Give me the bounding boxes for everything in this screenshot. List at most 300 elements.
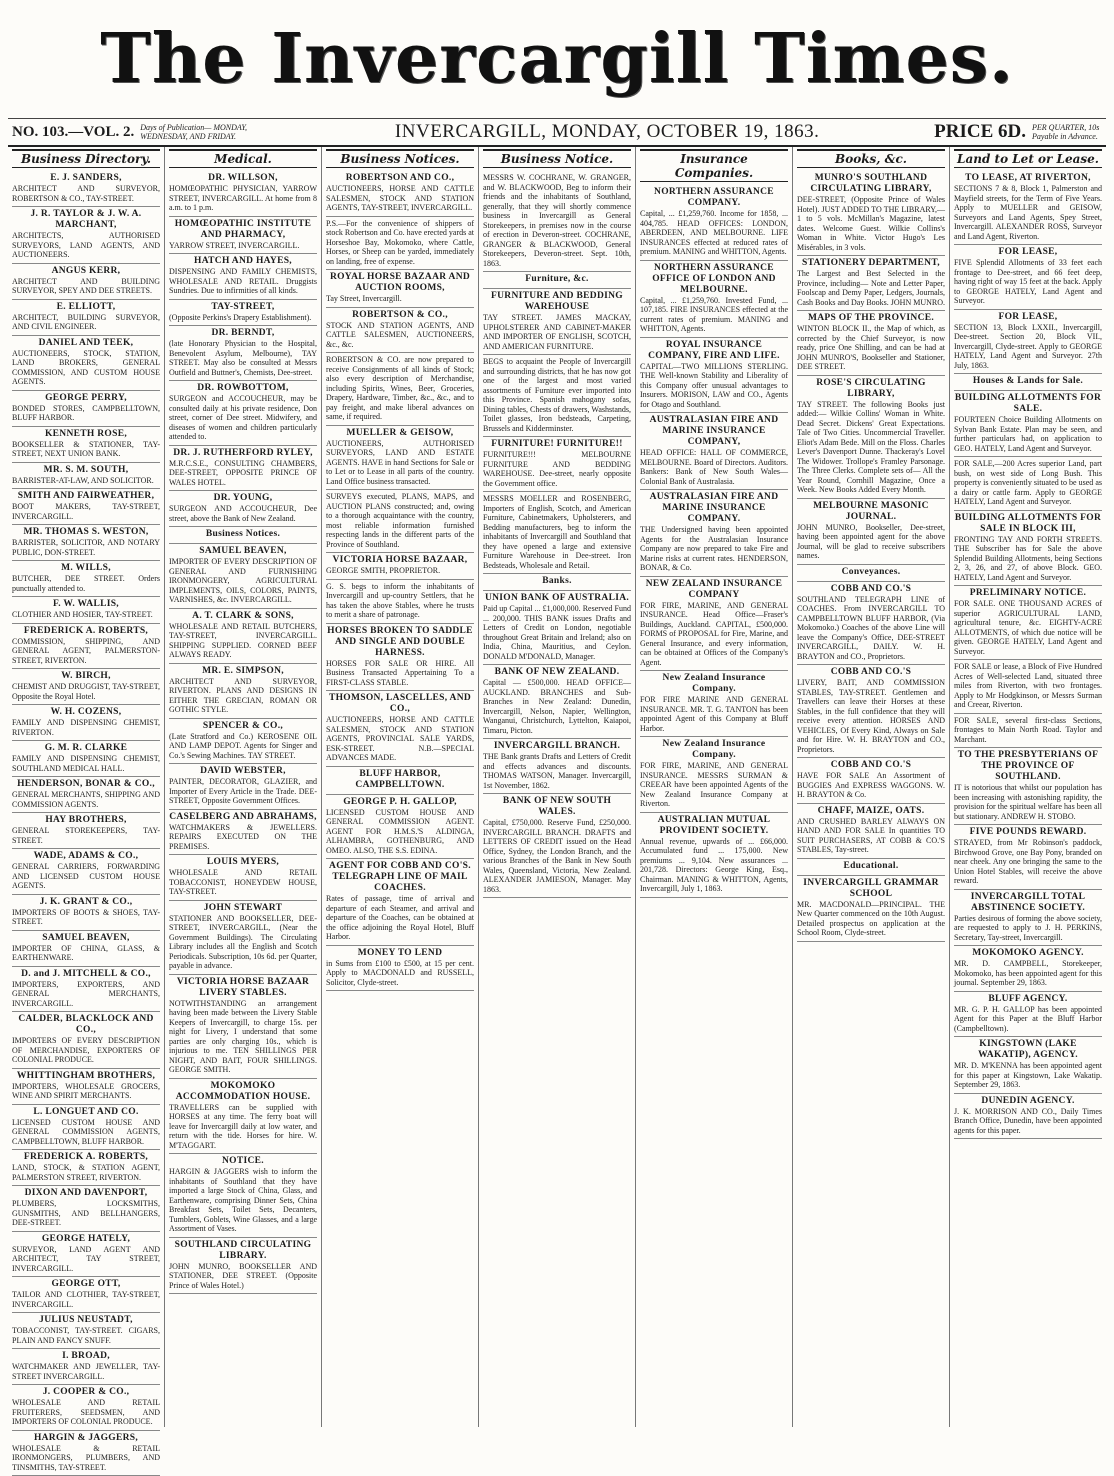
ad-heading: M. WILLS, [12,563,160,574]
ad-heading: ROSE'S CIRCULATING LIBRARY, [797,378,945,400]
advertisement [326,308,474,354]
ad-heading: MONEY TO LEND [326,948,474,959]
ad-heading: CHAFF, MAIZE, OATS. [797,806,945,817]
ad-heading: New Zealand Insurance Company. [640,739,788,761]
ad-body: AUCTIONEERS, HORSE AND CATTLE SALESMEN, STOCK AND STATION AGENTS, TAY-STREET, INVERCARGILL. [326,184,474,213]
price: PRICE 6D. [934,121,1026,143]
ad-body: FOR FIRE, MARINE, AND GENERAL INSURANCE. Head Office—Fraser's Buildings, Auckland. CAPITAL, £500,000. FORMS of PROPOSAL for Fire, Marine, and General Insurance, and every information, can be obtained at Offices of the Company's Agent. [640,601,788,668]
ad-body: FOR FIRE, MARINE, AND GENERAL INSURANCE. MESSRS SURMAN & CREEAR have been appointed Agents of the New Zealand Insurance Company at Riverton. [640,761,788,809]
ad-body: NOTWITHSTANDING an arrangement having been made between the Livery Stable Keepers of Invercargill, to charge 15s. per night for Livery, I understand that some parties are only charging 10s., which is injurious to me. TEN SHILLINGS PER NIGHT, AND BAIT, FOUR SHILLINGS. GEORGE SMITH. [169,999,317,1075]
advertisement [12,741,160,777]
ad-heading: J. K. GRANT & CO., [12,897,160,908]
advertisement [169,719,317,765]
advertisement [12,427,160,463]
ad-heading: HAY BROTHERS, [12,815,160,826]
ad-heading: WADE, ADAMS & CO., [12,851,160,862]
ad-heading: BANK OF NEW SOUTH WALES. [483,796,631,818]
advertisement [12,1277,160,1313]
ad-body: ROBERTSON & CO. are now prepared to receive Consignments of all kinds of Stock; also every description of Merchandise, including Spirits, Wines, Beer, Groceries, Drapery, Hardware, Timber, &c., &c., and to pay freight, and make liberal advances on same, if required. [326,355,474,422]
advertisement [169,855,317,901]
advertisement [640,577,788,672]
advertisement [954,171,1102,245]
ad-heading: AGENT FOR COBB AND CO'S. TELEGRAPH LINE OF MAIL COACHES. [326,861,474,894]
ad-body: LIVERY, BAIT, AND COMMISSION STABLES, TAY-STREET. Gentlemen and Travellers can leave their Horses at these Stables, in the full confidence that they will receive every attention. HORSES AND VEHICLES, Of Every Kind, Always on Sale and for Hire. W. H. BRAYTON and CO., Proprietors. [797,678,945,754]
ad-body: ARCHITECT, BUILDING SURVEYOR, AND CIVIL ENGINEER. [12,313,160,332]
ad-body: TAY STREET. JAMES MACKAY, UPHOLSTERER AND CABINET-MAKER AND IMPORTER OF ENGLISH, SCOTCH, AND AMERICAN FURNITURE. [483,313,631,351]
advertisement [797,499,945,565]
advertisement [797,256,945,311]
advertisement [326,691,474,767]
ad-heading: SAMUEL BEAVEN, [169,546,317,557]
ad-heading: DR. WILLSON, [169,173,317,184]
ad-heading: MR. THOMAS S. WESTON, [12,527,160,538]
ad-body: SECTION 13, Block LXXII., Invercargill, Dee-street. Section 20, Block VII., Invercargill, Clyde-street. Apply to GEORGE HATELY, Land Agent and Surveyor. 27th July, 1863. [954,323,1102,371]
ad-body: J. K. MORRISON AND CO., Daily Times Branch Office, Dunedin, have been appointed agents for this paper. [954,1107,1102,1136]
advertisement [954,714,1102,749]
ad-heading: FIVE POUNDS REWARD. [954,827,1102,838]
section-heading: Business Notices. [326,149,474,168]
ad-body: FIVE Splendid Allotments of 33 feet each frontage to Dee-street, and 66 feet deep, having right of way 15 feet at the back. Apply to GEORGE HATELY, Land Agent and Surveyor. [954,258,1102,306]
ad-heading: JULIUS NEUSTADT, [12,1315,160,1326]
advertisement [640,490,788,577]
advertisement [169,544,317,609]
section-heading: Medical. [169,149,317,168]
ad-heading: CASELBERG AND ABRAHAMS, [169,812,317,823]
ad-heading: DR. YOUNG, [169,493,317,504]
ad-heading: FREDERICK A. ROBERTS, [12,1152,160,1163]
ad-heading: FURNITURE AND BEDDING WAREHOUSE [483,291,631,313]
ad-body: GEORGE SMITH, PROPRIETOR. [326,566,474,576]
ad-body: M.R.C.S.E., CONSULTING CHAMBERS, DEE-STREET, OPPOSITE PRINCE OF WALES HOTEL. [169,459,317,488]
ad-body: Tay Street, Invercargill. [326,294,474,304]
ad-heading: JOHN STEWART [169,903,317,914]
advertisement [640,813,788,898]
ad-body: IMPORTERS OF EVERY DESCRIPTION OF MERCHANDISE, EXPORTERS OF COLONIAL PRODUCE. [12,1036,160,1065]
advertisement [954,660,1102,714]
ad-heading: MOKOMOKO AGENCY. [954,948,1102,959]
ad-body: (Opposite Perkins's Drapery Establishment). [169,313,317,323]
ad-heading: NEW ZEALAND INSURANCE COMPANY [640,579,788,601]
ad-heading: NORTHERN ASSURANCE OFFICE OF LONDON AND MELBOURNE. [640,263,788,296]
ad-body: P.S.—For the convenience of shippers of stock Robertson and Co. have erected yards at Horseshoe Bay, Mokomoko, where Cattle, Horses, or Sheep can be yarded, immediately on landing, free of expense. [326,219,474,267]
advertisement [12,1431,160,1476]
column-7 [950,147,1106,1427]
masthead [8,0,1106,119]
ad-heading: TO LEASE, AT RIVERTON, [954,173,1102,184]
ad-heading: TO THE PRESBYTERIANS OF THE PROVINCE OF SOUTHLAND. [954,750,1102,783]
advertisement [954,457,1102,511]
ad-heading: D. and J. MITCHELL & CO., [12,969,160,980]
ad-body: SOUTHLAND TELEGRAPH LINE of COACHES. From INVERCARGILL TO CAMPBELLTOWN BLUFF HARBOR, (Via Mokomoko.) Coaches of the above Line will leave the Company's Office, DEE-STREET INVERCARGILL, DAILY. W. H. BRAYTON and CO., Proprietors. [797,595,945,662]
advertisement [954,310,1102,375]
advertisement [797,665,945,758]
ad-body: IMPORTERS, EXPORTERS, AND GENERAL MERCHANTS, INVERCARGILL. [12,980,160,1009]
ad-body: PAINTER, DECORATOR, GLAZIER, and Importer of Every Article in the Trade. DEE-STREET, Opposite Government Offices. [169,777,317,806]
ad-heading: AUSTRALIAN MUTUAL PROVIDENT SOCIETY. [640,815,788,837]
ad-heading: SPENCER & CO., [169,721,317,732]
advertisement [169,1238,317,1295]
ad-body: LICENSED CUSTOM HOUSE AND GENERAL COMMISSION AGENT. AGENT FOR H.M.S.'S ALDINGA, ALHAMBRA, GOTHENBURG, AND OMEO. ALSO, THE S.S. EDINA. [326,808,474,856]
advertisement [326,859,474,946]
advertisement [169,609,317,664]
advertisement [797,876,945,942]
ad-body: Capital — £500,000. HEAD OFFICE—AUCKLAND. BRANCHES and Sub-Branches in New Zealand: Dunedin, Invercargill, Nelson, Napier, Wellington, Wanganui, Christchurch, Lyttelton, Kaiapoi, Timaru, Picton. [483,678,631,735]
section-heading: Land to Let or Lease. [954,149,1102,168]
ad-heading: DR. BERNDT, [169,328,317,339]
ad-heading: SOUTHLAND CIRCULATING LIBRARY. [169,1240,317,1262]
ad-heading: CALDER, BLACKLOCK AND CO., [12,1014,160,1036]
subscription-terms: PER QUARTER, 10s Payable in Advance. [1032,123,1102,141]
ad-heading: ANGUS KERR, [12,266,160,277]
advertisement [12,669,160,705]
advertisement [954,374,1102,391]
ad-heading: G. M. R. CLARKE [12,743,160,754]
ad-body: WHOLESALE & RETAIL IRONMONGERS, PLUMBERS, AND TINSMITHS, TAY-STREET. [12,1444,160,1473]
ad-body: STOCK AND STATION AGENTS, AND CATTLE SALESMEN, AUCTIONEERS, &c., &c. [326,321,474,350]
section-heading: Business Directory. [12,149,160,168]
advertisement [954,511,1102,587]
advertisement [483,665,631,739]
ad-body: ARCHITECT AND SURVEYOR, RIVERTON. PLANS AND DESIGNS IN EITHER THE GRECIAN, ROMAN OR GOTHIC STYLE. [169,677,317,715]
ad-heading: DIXON AND DAVENPORT, [12,1188,160,1199]
ad-body: BOOKSELLER & STATIONER, TAY-STREET, NEXT UNION BANK. [12,440,160,459]
ad-heading: THOMSON, LASCELLES, AND CO., [326,693,474,715]
ad-heading: ROBERTSON & CO., [326,310,474,321]
ad-body: Capital, £750,000. Reserve Fund, £250,000. INVERCARGILL BRANCH. DRAFTS and LETTERS OF CREDIT issued on the Head Office, Sydney, the London Branch, and the various Branches of the Bank in New South Wales, Queensland, Victoria, New Zealand. ALEXANDER JAMIESON, Manager. May 1863. [483,818,631,894]
advertisement [483,739,631,794]
ad-heading: VICTORIA HORSE BAZAAR, [326,555,474,566]
advertisement [12,1069,160,1105]
ad-body: AUCTIONEERS, AUTHORISED SURVEYORS, LAND AND ESTATE AGENTS. HAVE in hand Sections for Sale or to Let or to Lease in all parts of the country. Land Office business transacted. [326,439,474,487]
publication-days: Days of Publication— MONDAY, WEDNESDAY, AND FRIDAY. [140,123,280,141]
advertisement [12,463,160,490]
ad-body: AND CRUSHED BARLEY ALWAYS ON HAND AND FOR SALE In quantities TO SUIT PURCHASERS, AT COBB & CO.'S STABLES, Tay-street. [797,817,945,855]
advertisement [326,946,474,992]
ad-body: DEE-STREET, (Opposite Prince of Wales Hotel). JUST ADDED TO THE LIBRARY,— 1 to 5 vols. McMillan's Magazine, latest dates. Welcome Guest. Wilkie Collins's Woman in White. Victor Hugo's Les Misérables, in 3 vols. [797,195,945,252]
ad-body: BARRISTER-AT-LAW, AND SOLICITOR. [12,476,160,486]
ad-heading: DANIEL AND TEEK, [12,338,160,349]
ad-body: BUTCHER, DEE STREET. Orders punctually attended to. [12,574,160,593]
ad-heading: FOR LEASE, [954,312,1102,323]
ad-body: (Late Stratford and Co.) KEROSENE OIL AND LAMP DEPOT. Agents for Singer and Co.'s Sewing Machines. TAY STREET. [169,732,317,761]
ad-heading: BANK OF NEW ZEALAND. [483,667,631,678]
ad-body: BARRISTER, SOLICITOR, AND NOTARY PUBLIC, DON-STREET. [12,538,160,557]
advertisement [12,1105,160,1151]
ad-heading: INVERCARGILL TOTAL ABSTINENCE SOCIETY. [954,892,1102,914]
ad-body: (late Honorary Physician to the Hospital, Benevolent Asylum, Melbourne), TAY STREET. May also be consulted at Messrs Outfield and Buttner's, Chemists, Dee-street. [169,339,317,377]
ad-body: CLOTHIER AND HOSIER, TAY-STREET. [12,610,160,620]
ad-body: MR. D. M'KENNA has been appointed agent for this paper at Kingstown, Lake Wakatip. September 29, 1863. [954,1061,1102,1090]
ad-body: STATIONER AND BOOKSELLER, DEE-STREET, INVERCARGILL, (Near the Government Buildings). The Circulating Library includes all the English and Scotch Periodicals. Subscription, 10s 6d. per Quarter, payable in advance. [169,914,317,971]
ad-body: HOMŒOPATHIC PHYSICIAN, YARROW STREET, INVERCARGILL. At home from 8 a.m. to 1 p.m. [169,184,317,213]
ad-body: WHOLESALE AND RETAIL TOBACCONIST, HONEYDEW HOUSE, TAY-STREET. [169,868,317,897]
ad-body: WATCHMAKERS & JEWELLERS. REPAIRS EXECUTED ON THE PREMISES. [169,823,317,852]
advertisement [12,1385,160,1431]
ad-body: IMPORTERS, WHOLESALE GROCERS, WINE AND SPIRIT MERCHANTS. [12,1082,160,1101]
column-6 [793,147,950,1427]
advertisement [169,664,317,719]
ad-heading: E. J. SANDERS, [12,173,160,184]
advertisement [12,967,160,1013]
ad-heading: Furniture, &c. [483,274,631,285]
section-heading: Books, &c. [797,149,945,168]
ad-heading: COBB AND CO.'S [797,584,945,595]
ad-heading: DR. J. RUTHERFORD RYLEY, [169,448,317,459]
ad-body: Rates of passage, time of arrival and departure of each Steamer, and arrival and departure of the Coaches, can be obtained at the office adjoining the Royal Hotel, Bluff Harbor. [326,894,474,942]
ad-heading: SAMUEL BEAVEN, [12,933,160,944]
ad-body: MR. G. P. H. GALLOP has been appointed Agent for this Paper at the Bluff Harbor (Campbelltown). [954,1005,1102,1034]
advertisement [640,338,788,414]
ad-body: ARCHITECT AND SURVEYOR, ROBERTSON & CO., TAY-STREET. [12,184,160,203]
advertisement [483,355,631,437]
ad-body: SURVEYS executed, PLANS, MAPS, and AUCTION PLANS constructed; and, owing to a thorough acquaintance with the country, most reliable information furnished respecting lands in the different parts of the Province of Southland. [326,492,474,549]
section-heading: Business Notice. [483,149,631,168]
advertisement [640,261,788,338]
advertisement [954,586,1102,660]
advertisement [169,527,317,544]
advertisement [12,1232,160,1278]
advertisement [954,890,1102,947]
ad-heading: COBB AND CO.'S [797,760,945,771]
advertisement [12,561,160,597]
ad-heading: L. LONGUET AND CO. [12,1107,160,1118]
advertisement [12,931,160,967]
ad-body: MESSRS MOELLER and ROSENBERG, Importers of English, Scotch, and American Furniture, Cabinetmakers, Upholsterers, and Bedding manufacturers, beg to inform the inhabitants of Invercargill and Southland that they have opened a large and extensive Furniture Warehouse in Dee-street. Iron Bedsteads, Wholesale and Retail. [483,494,631,570]
ad-heading: BLUFF HARBOR, CAMPBELLTOWN. [326,769,474,791]
ad-heading: ROYAL INSURANCE COMPANY, FIRE AND LIFE. [640,340,788,362]
ad-body: FAMILY AND DISPENSING CHEMIST, RIVERTON. [12,718,160,737]
ad-body: GENERAL STOREKEEPERS, TAY-STREET. [12,826,160,845]
ad-heading: E. ELLIOTT, [12,302,160,313]
ad-body: THE Bank grants Drafts and Letters of Credit and effects advances and discounts. THOMAS WATSON, Manager. Invercargill, 1st November, 1862. [483,752,631,790]
ad-body: GENERAL CARRIERS, FORWARDING AND LICENSED CUSTOM HOUSE AGENTS. [12,862,160,891]
ad-body: FOR SALE or lease, a Block of Five Hundred Acres of Well-selected Land, situated three miles from Riverton, with two frontages. Apply to Mr Hodgkinson, or Messrs Surman and Creear, Riverton. [954,662,1102,710]
advertisement [12,813,160,849]
advertisement [954,992,1102,1038]
ad-body: BEGS to acquaint the People of Invercargill and surrounding districts, that he has now got one of the largest and most varied assortments of Furniture ever imported into this Province. Spanish mahogany sofas, Dining tables, Chests of drawers, Washstands, Toilet glasses, Iron bedsteads, Carpeting, Brussels and Kidderminster. [483,357,631,433]
ad-body: HORSES FOR SALE OR HIRE. All Business Transacted Appertaining To a FIRST-CLASS STABLE. [326,659,474,688]
ad-body: AUCTIONEERS, STOCK, STATION, LAND BROKERS, GENERAL COMMISSION, AND CUSTOM HOUSE AGENTS. [12,349,160,387]
ad-body: JOHN MUNRO, Bookseller, Dee-street, having been appointed agent for the above Journal, will be glad to receive subscribers names. [797,523,945,561]
ad-body: SECTIONS 7 & 8, Block 1, Palmerston and Mayfield streets, for the Term of Five Years. Apply to MUELLER and GEISOW, Surveyors and Land Agents, Spey Street, Invercargill. ALEXANDER ROSS, Surveyor and Land Agent, Riverton. [954,184,1102,241]
advertisement [797,311,945,376]
ad-heading: INVERCARGILL GRAMMAR SCHOOL [797,878,945,900]
ad-body: TAY STREET. The following Books just added:— Wilkie Collins' Woman in White. Dead Secret. Dickens' Great Expectations. Tale of Two Cities. Uncommercial Traveller. Eliot's Adam Bede. Mill on the Floss. Charles Lever's Davenport Dunne. Thackeray's Lovel The Widower. Trollope's Framley Parsonage. The Three Clerks. Complete sets of— All the Year Round, Cornhill Magazine, Once a Week. New Books Added Every Month. [797,400,945,495]
ad-heading: AUSTRALASIAN FIRE AND MARINE INSURANCE COMPANY, [640,415,788,448]
ad-heading: HOMŒOPATHIC INSTITUTE AND PHARMACY, [169,219,317,241]
ad-heading: COBB AND CO.'S [797,667,945,678]
advertisement [12,171,160,207]
ad-heading: New Zealand Insurance Company. [640,673,788,695]
place-and-date: INVERCARGILL, MONDAY, OCTOBER 19, 1863. [280,121,934,143]
ad-body: YARROW STREET, INVERCARGILL. [169,241,317,251]
ad-heading: HATCH AND HAYES, [169,256,317,267]
ad-body: JOHN MUNRO, BOOKSELLER AND STATIONER, DEE STREET. (Opposite Prince of Wales Hotel.) [169,1262,317,1291]
ad-heading: NORTHERN ASSURANCE COMPANY. [640,187,788,209]
column-5 [636,147,793,1427]
ad-body: HEAD OFFICE: HALL OF COMMERCE, MELBOURNE. Board of Directors. Auditors. Bankers: Bank of New South Wales—Colonial Bank of Australasia. [640,448,788,486]
ad-heading: Banks. [483,576,631,587]
advertisement [640,413,788,490]
ad-body: LICENSED CUSTOM HOUSE AND GENERAL COMMISSION AGENTS, CAMPBELLTOWN, BLUFF HARBOR. [12,1118,160,1147]
ad-body: SURGEON and ACCOUCHEUR, may be consulted daily at his private residence, Don street, corner of Dee street. Midwifery, and diseases of women and children particularly attended to. [169,394,317,442]
advertisement [483,574,631,591]
ad-heading: Business Notices. [169,529,317,540]
advertisement [326,217,474,271]
advertisement [12,895,160,931]
advertisement [12,624,160,670]
ad-body: SURGEON AND ACCOUCHEUR, Dee street, above the Bank of New Zealand. [169,504,317,523]
ad-body: WATCHMAKER AND JEWELLER, TAY-STREET INVERCARGILL. [12,1362,160,1381]
advertisement [640,671,788,737]
ad-body: The Largest and Best Selected in the Province, including— Note and Letter Paper, Foolscap and Demy Paper, Ledgers, Journals, Cash Books and Day Books. JOHN MUNRO. [797,269,945,307]
ad-heading: KENNETH ROSE, [12,429,160,440]
ad-body: G. S. begs to inform the inhabitants of Invercargill and up-country Settlers, that he has taken the above Stables, where he trusts to merit a share of patronage. [326,582,474,620]
ad-heading: F. W. WALLIS, [12,599,160,610]
advertisement [326,553,474,580]
advertisement [169,300,317,327]
ad-heading: MUELLER & GEISOW, [326,428,474,439]
ad-body: ARCHITECT AND BUILDING SURVEYOR, SPEY AND DEE STREETS. [12,277,160,296]
ad-body: BONDED STORES, CAMPBELLTOWN, BLUFF HARBOR. [12,404,160,423]
ad-body: TAILOR AND CLOTHIER, TAY-STREET, INVERCARGILL. [12,1290,160,1309]
ad-heading: MUNRO'S SOUTHLAND CIRCULATING LIBRARY, [797,173,945,195]
ad-body: FAMILY AND DISPENSING CHEMIST, SOUTHLAND MEDICAL HALL. [12,754,160,773]
ad-heading: DR. ROWBOTTOM, [169,383,317,394]
ad-body: IMPORTER OF EVERY DESCRIPTION OF GENERAL AND FURNISHING IRONMONGERY, AGRICULTURAL IMPLEMENTS, OILS, COLORS, PAINTS, VARNISHES, &c. INVERCARGILL. [169,557,317,605]
ad-heading: STATIONERY DEPARTMENT, [797,258,945,269]
ad-heading: UNION BANK OF AUSTRALIA. [483,593,631,604]
ad-body: MR. D. CAMPBELL, Storekeeper, Mokomoko, has been appointed agent for this journal. September 29, 1863. [954,959,1102,988]
ad-body: Capital, ... £1,259,760. Invested Fund, ... 107,185. FIRE INSURANCES effected at the current rates of premium. MANING and WHITTON, Agents. [640,296,788,334]
advertisement [12,336,160,391]
advertisement [483,171,631,272]
ad-heading: Houses & Lands for Sale. [954,376,1102,387]
advertisement [169,1154,317,1238]
ad-heading: KINGSTOWN (LAKE WAKATIP), AGENCY. [954,1039,1102,1061]
advertisement [12,1349,160,1385]
advertisement [483,591,631,665]
ad-body: FOR SALE,—200 Acres superior Land, part bush, on west side of Long Bush. This property is conveniently situated to be used as a dairy or cattle farm. Apply to GEORGE HATELY, Land Agent and Surveyor. [954,459,1102,507]
column-4 [479,147,636,1427]
advertisement [169,381,317,446]
ad-body: FOR SALE. ONE THOUSAND ACRES of superior AGRICULTURAL LAND, agricultural tenure, &c. EIGHTY-ACRE ALLOTMENTS, of which due notice will be given. GEORGE HATELY, Land Agent and Surveyor. [954,599,1102,656]
advertisement [326,795,474,860]
ad-body: TRAVELLERS can be supplied with HORSES at any time. The ferry boat will leave for Invercargill daily at low water, and return with the tide. Horses for hire. W. M'TAGGART. [169,1103,317,1151]
advertisement [169,217,317,255]
ad-body: SURVEYOR, LAND AGENT AND ARCHITECT, TAY STREET, INVERCARGILL. [12,1245,160,1274]
advertisement [12,1012,160,1069]
advertisement [12,391,160,427]
advertisement [326,624,474,692]
ad-body: CHEMIST AND DRUGGIST, TAY-STREET, Opposite the Royal Hotel. [12,682,160,701]
ad-heading: MR. S. M. SOUTH, [12,465,160,476]
columns [8,147,1106,1427]
ad-body: THE Undersigned having been appointed Agents for the Australasian Insurance Company are now prepared to take Fire and Marine risks at current rates. HENDERSON, BONAR, & Co. [640,525,788,573]
advertisement [169,171,317,217]
ad-body: IMPORTER OF CHINA, GLASS, & EARTHENWARE. [12,944,160,963]
advertisement [326,426,474,491]
ad-heading: ROBERTSON AND CO., [326,173,474,184]
ad-body: MR. MACDONALD—PRINCIPAL. THE New Quarter commenced on the 10th August. Detailed prospectus on application at the School Room, Clyde-street. [797,900,945,938]
advertisement [954,391,1102,457]
advertisement [954,946,1102,992]
ad-body: HAVE FOR SALE An Assortment of BUGGIES And EXPRESS WAGGONS. W. H. BRAYTON & Co. [797,771,945,800]
ad-heading: Educational. [797,861,945,872]
ad-heading: MELBOURNE MASONIC JOURNAL. [797,501,945,523]
ad-body: Parties desirous of forming the above society, are requested to apply to J. H. PERKINS, Secretary, Tay-street, Invercargill. [954,914,1102,943]
advertisement [169,491,317,527]
advertisement [169,446,317,492]
ad-heading: GEORGE PERRY, [12,393,160,404]
advertisement [797,804,945,859]
newspaper-title: The Invercargill Times. [100,19,1013,99]
ad-heading: MAPS OF THE PROVINCE. [797,313,945,324]
ad-body: WHOLESALE AND RETAIL BUTCHERS, TAY-STREET, INVERCARGILL. SHIPPING SUPPLIED. CORNED BEEF ALWAYS READY. [169,622,317,660]
ad-heading: HORSES BROKEN TO SADDLE AND SINGLE AND DOUBLE HARNESS. [326,626,474,659]
ad-heading: TAY-STREET, [169,302,317,313]
advertisement [326,171,474,217]
ad-heading: SMITH AND FAIRWEATHER, [12,491,160,502]
advertisement [12,1186,160,1232]
ad-heading: FOR LEASE, [954,247,1102,258]
ad-body: AUCTIONEERS, HORSE AND CATTLE SALESMEN, STOCK AND STATION AGENTS, PROVINCIAL SALE YARDS, ESK-STREET. N.B.—SPECIAL ADVANCES MADE. [326,715,474,763]
ad-heading: VICTORIA HORSE BAZAAR LIVERY STABLES. [169,977,317,999]
ad-body: PLUMBERS, LOCKSMITHS, GUNSMITHS, AND BELLHANGERS, DEE-STREET. [12,1199,160,1228]
advertisement [797,758,945,804]
ad-heading: DUNEDIN AGENCY. [954,1096,1102,1107]
column-1 [8,147,165,1427]
ad-body: TOBACCONIST, TAY-STREET. CIGARS, PLAIN AND FANCY SNUFF. [12,1326,160,1345]
ad-heading: PRELIMINARY NOTICE. [954,588,1102,599]
ad-body: CAPITAL—TWO MILLIONS STERLING. THE Well-known Stability and Liberality of this Company offer unusual advantages to Insurers. MORISON, LAW and CO., Agents for Otago and Southland. [640,362,788,410]
advertisement [12,705,160,741]
advertisement [12,777,160,813]
advertisement [12,1150,160,1186]
advertisement [12,849,160,895]
ad-heading: LOUIS MYERS, [169,857,317,868]
ad-body: WHOLESALE AND RETAIL FRUITERERS, SEEDSMEN, AND IMPORTERS OF COLONIAL PRODUCE. [12,1398,160,1427]
ad-heading: BLUFF AGENCY. [954,994,1102,1005]
ad-body: Paid up Capital ... £1,000,000. Reserved Fund ... 200,000. THIS BANK issues Drafts and Letters of Credit on London, negotiable throughout Great Britain and Ireland; also on India, China, Mauritius, and Ceylon. DONALD M'DONALD, Manager. [483,604,631,661]
ad-heading: FURNITURE! FURNITURE!! [483,439,631,450]
ad-body: DISPENSING AND FAMILY CHEMISTS, WHOLESALE AND RETAIL. Druggists Sundries. Due to infirmities of all kinds. [169,267,317,296]
advertisement [954,825,1102,890]
ad-heading: I. BROAD, [12,1351,160,1362]
advertisement [954,1037,1102,1094]
advertisement [12,1313,160,1349]
ad-heading: GEORGE P. H. GALLOP, [326,797,474,808]
issue-number: NO. 103.—VOL. 2. [12,124,134,141]
ad-body: IT is notorious that whilst our population has been increasing with astonishing rapidity, the provision for the spiritual welfare has been all but stationary. ANDREW H. STOBO. [954,783,1102,821]
ad-heading: DAVID WEBSTER, [169,766,317,777]
advertisement [797,171,945,256]
column-3 [322,147,479,1427]
advertisement [169,975,317,1079]
advertisement [797,582,945,666]
advertisement [483,272,631,289]
ad-heading: BUILDING ALLOTMENTS FOR SALE IN BLOCK III, [954,513,1102,535]
ad-body: MESSRS W. COCHRANE, W. GRANGER, and W. BLACKWOOD, Beg to inform their friends and the inhabitants of Southland, generally, that they will shortly commence business in Invercargill as General Storekeepers, in premises now in the course of erection in Deveron-street. COCHRANE, GRANGER & BLACKWOOD, General Storekeepers, Deveron-street. Sept. 10th, 1863. [483,173,631,268]
section-heading: Insurance Companies. [640,149,788,182]
ad-heading: HENDERSON, BONAR & CO., [12,779,160,790]
advertisement [326,490,474,553]
advertisement [169,764,317,810]
advertisement [797,376,945,499]
advertisement [12,300,160,336]
ad-heading: MR. E. SIMPSON, [169,666,317,677]
ad-heading: FREDERICK A. ROBERTS, [12,626,160,637]
